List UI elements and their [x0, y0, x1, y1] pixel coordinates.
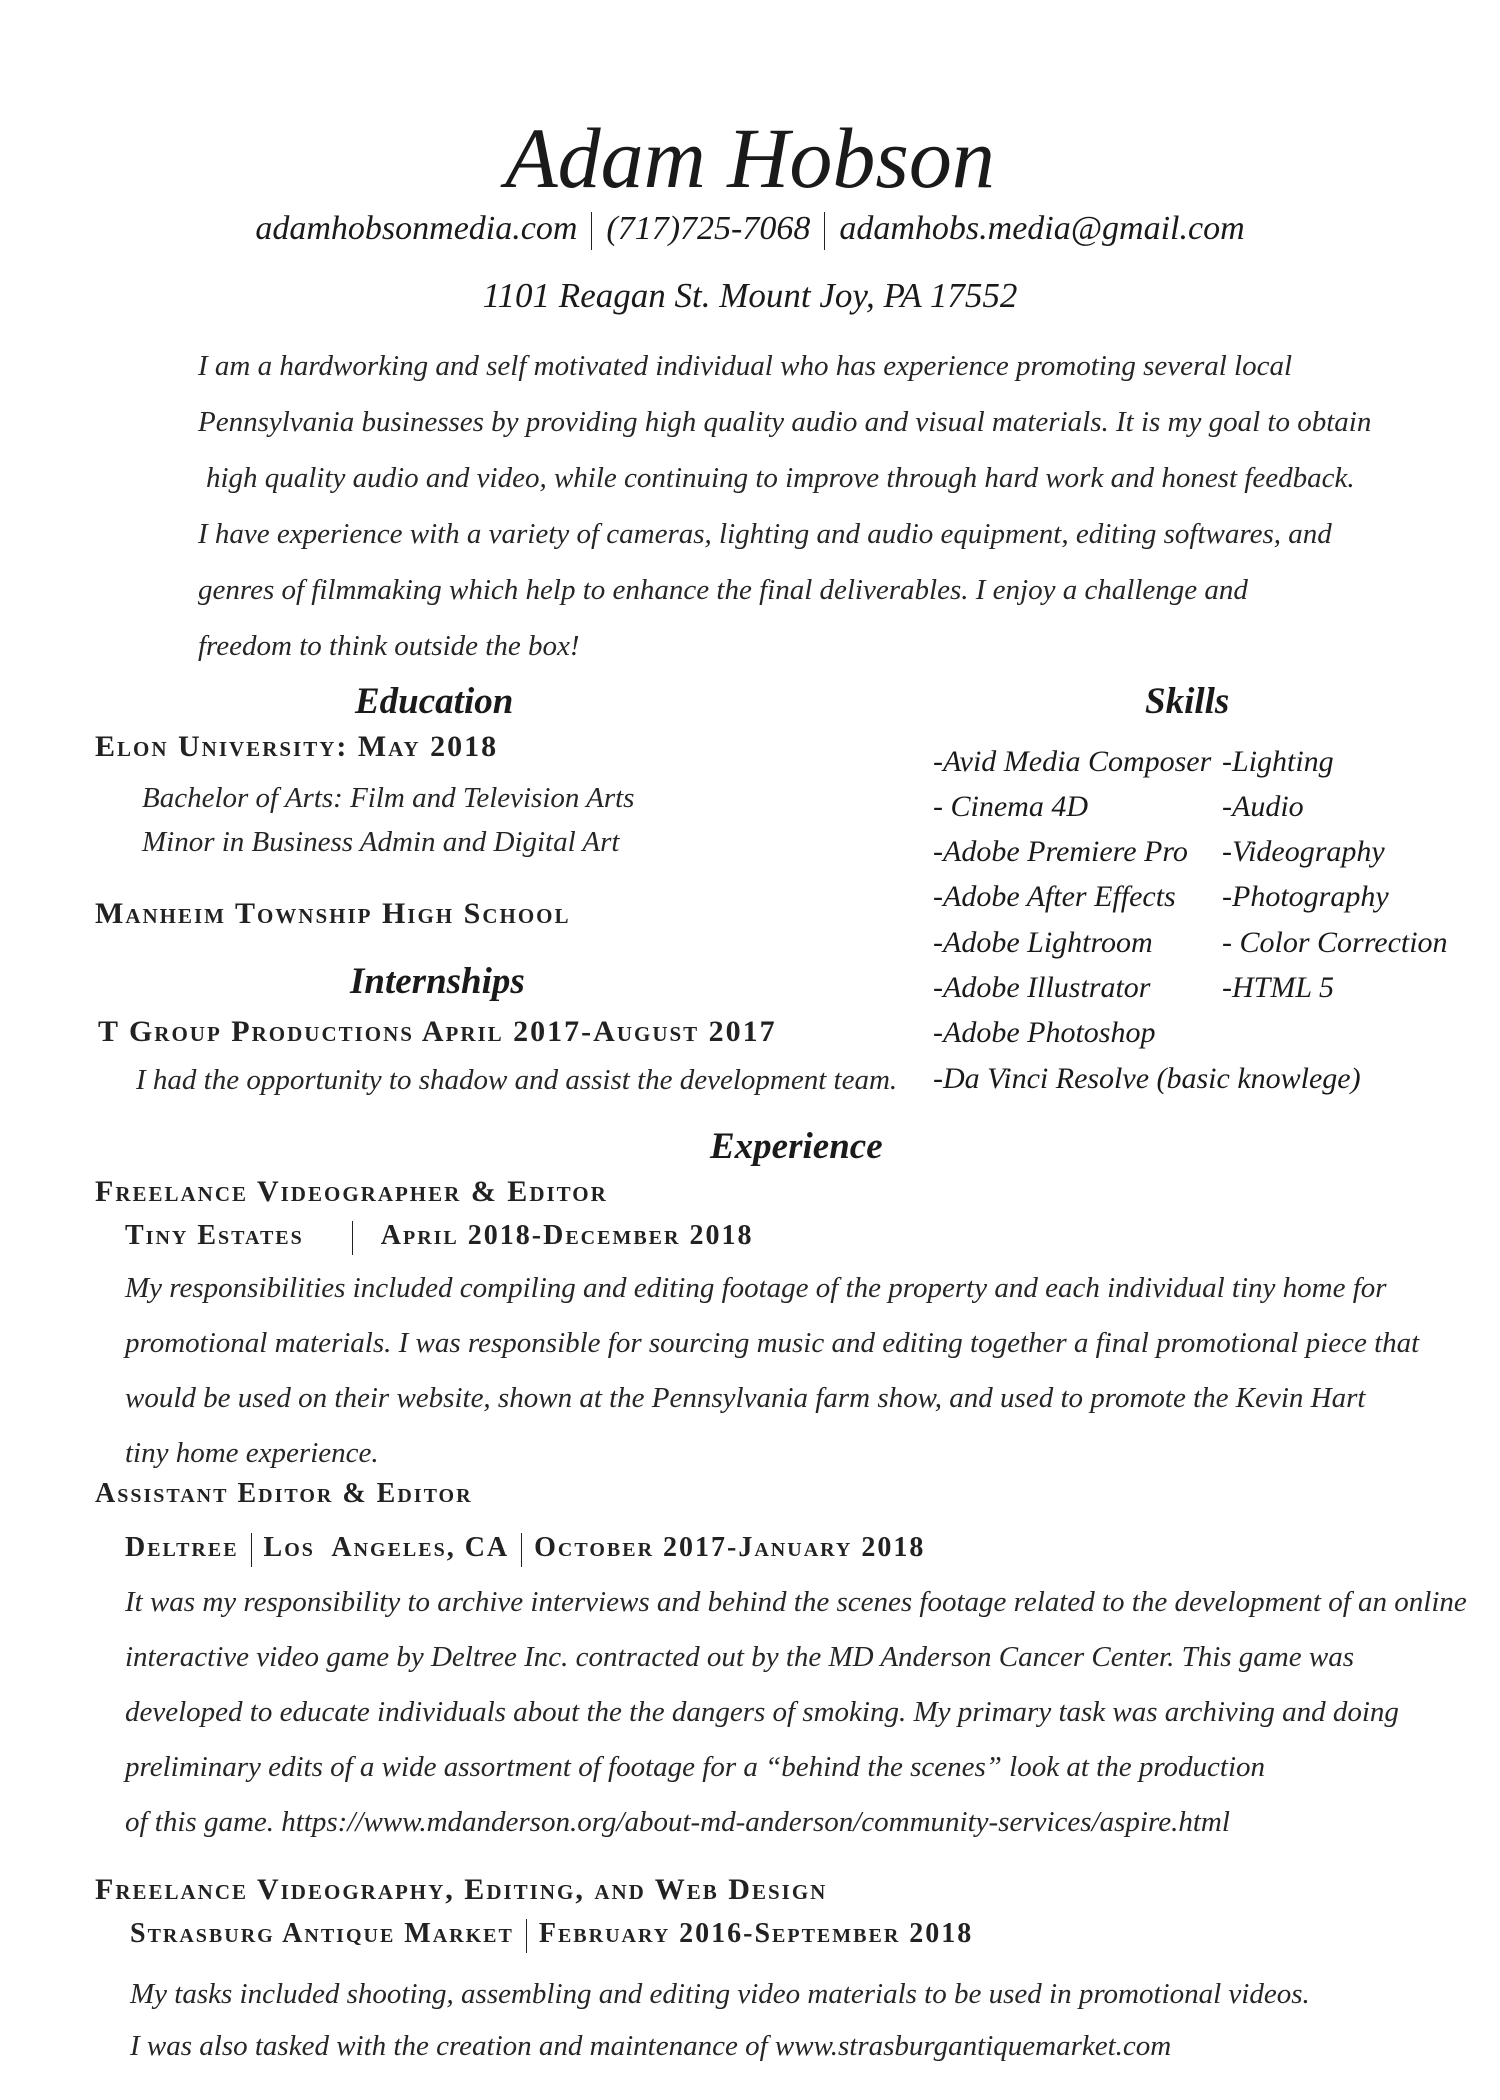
divider: [521, 1533, 522, 1567]
address: 1101 Reagan St. Mount Joy, PA 17552: [482, 276, 1018, 315]
job-desc-line: tiny home experience.: [125, 1437, 379, 1469]
job-desc-line: promotional materials. I was responsible for sourcing music and editing together a final promotional piece that: [125, 1327, 1420, 1359]
job-dates: October 2017-January 2018: [534, 1532, 926, 1563]
job-company: Deltree: [125, 1532, 239, 1563]
skill-item: -Photography: [1222, 880, 1389, 913]
divider: [526, 1919, 527, 1953]
skill-item: -Adobe Photoshop: [933, 1016, 1156, 1049]
skills-heading: Skills: [1145, 681, 1230, 722]
name-heading: Adam Hobson: [505, 110, 995, 206]
skill-item: -Adobe Illustrator: [933, 971, 1151, 1004]
job-company-line: [130, 1918, 973, 1953]
minor-line: Minor in Business Admin and Digital Art: [142, 826, 620, 858]
job-desc-line: My responsibilities included compiling and editing footage of the property and each individual tiny home for: [125, 1272, 1387, 1304]
skill-item: -Adobe Lightroom: [933, 926, 1153, 959]
divider: [251, 1533, 252, 1567]
phone-number: (717)725-7068: [606, 210, 811, 247]
website-link[interactable]: adamhobsonmedia.com: [255, 210, 578, 247]
school-elon: Elon University: May 2018: [95, 730, 499, 763]
school-manheim: Manheim Township High School: [95, 897, 571, 930]
job-desc-line: developed to educate individuals about the the dangers of smoking. My primary task was archiving and doing: [125, 1696, 1399, 1728]
internship-desc: I had the opportunity to shadow and assist the development team.: [136, 1064, 898, 1096]
job-company-line: [125, 1532, 925, 1567]
experience-heading: Experience: [710, 1126, 883, 1167]
job-dates: April 2018-December 2018: [380, 1220, 754, 1251]
skill-item: -Adobe Premiere Pro: [933, 835, 1188, 868]
summary-line: I have experience with a variety of cameras, lighting and audio equipment, editing softwares, and: [198, 518, 1332, 550]
summary-line: Pennsylvania businesses by providing high quality audio and visual materials. It is my goal to obtain: [198, 406, 1372, 438]
job-desc-line: My tasks included shooting, assembling and editing video materials to be used in promotional videos.: [130, 1978, 1310, 2010]
skill-item: -Adobe After Effects: [933, 880, 1176, 913]
email-link[interactable]: adamhobs.media@gmail.com: [839, 210, 1245, 247]
internship-title: T Group Productions April 2017-August 2017: [98, 1015, 777, 1048]
job-company-line: [125, 1220, 753, 1255]
internships-heading: Internships: [350, 961, 525, 1002]
skill-item: -HTML 5: [1222, 971, 1334, 1004]
job-title: Freelance Videographer & Editor: [95, 1175, 608, 1208]
skill-item: -Lighting: [1222, 745, 1334, 778]
job-dates: February 2016-September 2018: [538, 1918, 974, 1949]
degree-line: Bachelor of Arts: Film and Television Arts: [142, 782, 635, 814]
divider: [591, 212, 592, 250]
divider: [824, 212, 825, 250]
skill-item: -Avid Media Composer: [933, 745, 1212, 778]
job-company: Strasburg Antique Market: [130, 1918, 514, 1949]
job-desc-line[interactable]: I was also tasked with the creation and maintenance of www.strasburgantiquemarket.com: [130, 2030, 1172, 2062]
summary-line: genres of filmmaking which help to enhance the final deliverables. I enjoy a challenge and: [198, 574, 1248, 606]
education-heading: Education: [355, 681, 514, 722]
summary-line: I am a hardworking and self motivated individual who has experience promoting several local: [198, 350, 1293, 382]
skill-item: -Videography: [1222, 835, 1385, 868]
skill-item: -Da Vinci Resolve (basic knowlege): [933, 1062, 1361, 1095]
skill-item: - Color Correction: [1222, 926, 1448, 959]
job-desc-line[interactable]: of this game. https://www.mdanderson.org/about-md-anderson/community-services/aspire.html: [125, 1806, 1230, 1838]
job-company: Tiny Estates: [125, 1220, 304, 1251]
job-desc-line: interactive video game by Deltree Inc. contracted out by the MD Anderson Cancer Center. This game was: [125, 1641, 1355, 1673]
job-title: Freelance Videography, Editing, and Web Design: [95, 1873, 828, 1906]
job-title: Assistant Editor & Editor: [95, 1478, 473, 1509]
skill-item: - Cinema 4D: [933, 790, 1088, 823]
job-desc-line: It was my responsibility to archive interviews and behind the scenes footage related to the development of an online: [125, 1586, 1467, 1618]
contact-line: [0, 210, 1500, 250]
summary-line: freedom to think outside the box!: [198, 630, 580, 662]
summary-line: high quality audio and video, while continuing to improve through hard work and honest feedback.: [206, 462, 1355, 494]
job-desc-line: would be used on their website, shown at the Pennsylvania farm show, and used to promote the Kevin Hart: [125, 1382, 1366, 1414]
job-desc-line: preliminary edits of a wide assortment of footage for a “behind the scenes” look at the production: [125, 1751, 1266, 1783]
skill-item: -Audio: [1222, 790, 1304, 823]
job-location: Los Angeles, CA: [263, 1532, 510, 1563]
divider: [352, 1221, 353, 1255]
